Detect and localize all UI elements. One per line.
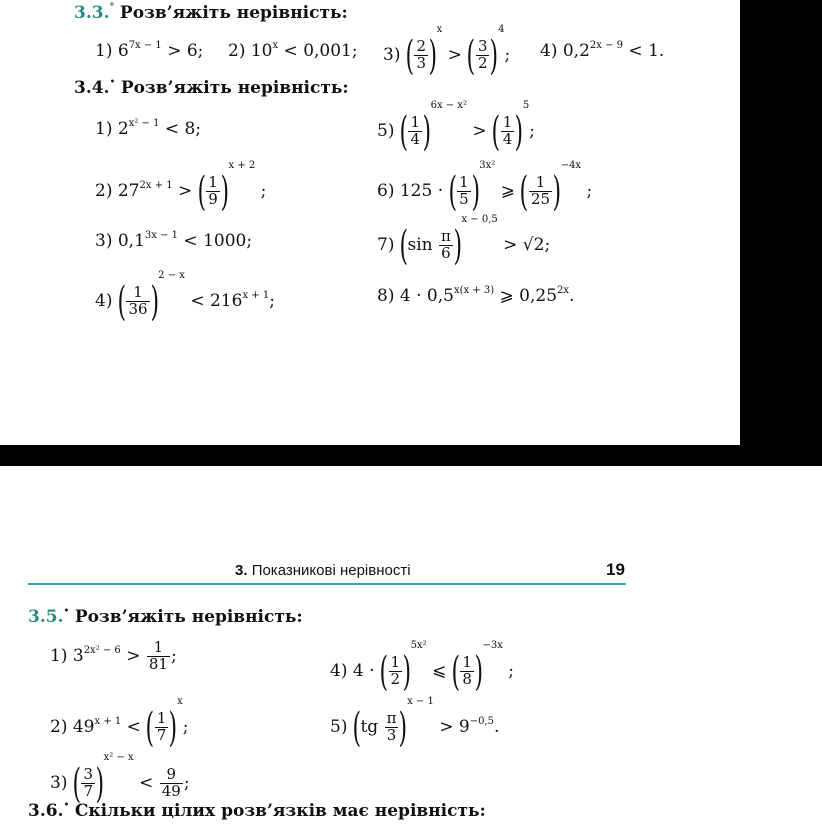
exercise-title: Розв’яжіть нерівність: — [74, 607, 303, 627]
exercise-3-5-header — [28, 606, 303, 627]
exercise-3-4-item-4: 4) ( $\frac{1}{36}$ )$2 - x < 216^{x + 1}$; — [95, 270, 275, 325]
running-header — [235, 562, 411, 579]
chapter-number: 3. — [235, 562, 248, 579]
exercise-3-3-item-3: 3) ( $\frac{2}{3}$ )x > ( $\frac{3}{2}$ )4; — [383, 24, 511, 79]
exercise-3-4-item-3: 3) $0,1^{3x - 1} < 1000$; — [95, 230, 253, 251]
exercise-title: Розв’яжіть нерівність: — [120, 78, 349, 98]
exercise-3-3-item-2: 2) 10$^x$ < 0,001; — [228, 40, 358, 61]
exercise-3-4-item-6: 6) 125 · ( $\frac{1}{5}$ )3x² ⩾ ( $\frac{1}{25}$ )−4x ; — [377, 160, 593, 215]
exercise-3-4-item-1: 1) $2^{x^2 - 1} < 8$; — [95, 118, 202, 139]
exercise-number: 3.3. — [74, 3, 110, 23]
exercise-3-6-header — [28, 800, 486, 821]
difficulty-mark: • — [109, 77, 116, 88]
exercise-3-5-item-4: 4) 4 · ( $\frac{1}{2}$ )5x² ⩽ ( $\frac{1}{8}$ )−3x ; — [330, 640, 515, 695]
exercise-3-3-header — [74, 2, 348, 23]
header-rule — [28, 583, 626, 585]
difficulty-mark: • — [63, 606, 70, 617]
exercise-3-4-item-8: 8) $4 \cdot 0,5^{x(x + 3)}$ ⩾ $0,25^{2x}$. — [377, 285, 575, 306]
exercise-number: 3.4. — [74, 78, 110, 98]
dark-margin — [740, 0, 822, 445]
exercise-3-3-item-4: 4) $0,2^{2x - 9} < 1$. — [540, 40, 665, 61]
exercise-3-5-item-1: 1) $3^{2x^2 - 6}$ > $\frac{1}{81}$ ; — [50, 638, 177, 673]
exercise-3-3-item-1: 1) $6^{7x - 1} > 6$; — [95, 40, 204, 61]
difficulty-mark: ° — [109, 2, 115, 13]
difficulty-mark: • — [63, 800, 70, 811]
page-number: 19 — [606, 560, 625, 579]
textbook-page-top — [0, 0, 740, 445]
exercise-3-4-item-2: 2) $27^{2x + 1}$ > ( $\frac{1}{9}$ )x + 2 ; — [95, 160, 267, 215]
exercise-number: 3.5. — [28, 607, 64, 627]
exercise-3-5-item-2: 2) $49^{x + 1}$ < ( $\frac{1}{7}$ )x; — [50, 696, 189, 751]
exercise-3-5-item-5: 5) (tg $\frac{\pi}{3}$ )$x - 1 > 9^{-0,5}$. — [330, 696, 500, 751]
chapter-title: Показникові нерівності — [251, 562, 411, 579]
exercise-3-4-item-5: 5) ( $\frac{1}{4}$ )6x − x² > ( $\frac{1}{4}$ )5; — [377, 100, 535, 155]
exercise-3-4-header — [74, 77, 349, 98]
exercise-title: Скільки цілих розв’язків має нерівність: — [74, 801, 486, 821]
exercise-3-4-item-7: 7) (sin $\frac{\pi}{6}$ )x − 0,5 > √2; — [377, 214, 551, 269]
exercise-3-5-item-3: 3) ( $\frac{3}{7}$ )x² − x < $\frac{9}{49}$ ; — [50, 752, 190, 807]
exercise-number: 3.6. — [28, 801, 64, 821]
exercise-title: Розв’яжіть нерівність: — [119, 3, 348, 23]
